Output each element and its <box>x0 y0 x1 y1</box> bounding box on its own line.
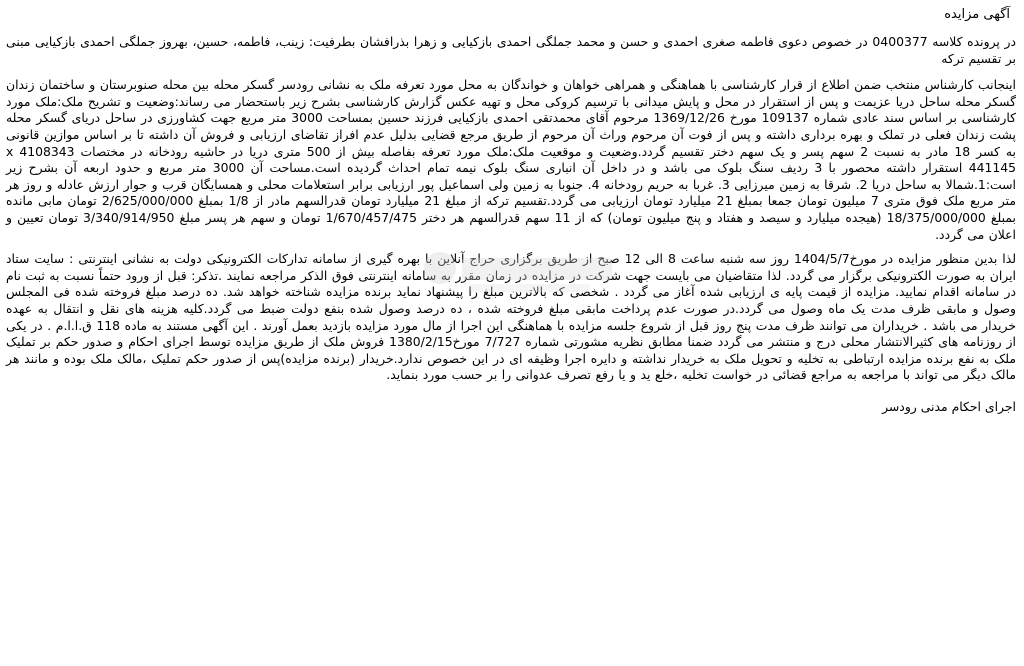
auction-terms-paragraph: لذا بدین منظور مزایده در مورخ1404/5/7 روز سه شنبه ساعت 8 الی 12 صبح از طریق برگزاری حراج آنلاین با بهره گیری از سامانه تدارکات الکترونیکی دولت به نشانی اینترنتی : سایت ستاد ایران به صورت الکترونیکی برگزار می گردد. لذا متقاضیان می بایست جهت شرکت در مزایده در زمان مقرر به سامانه اینترنتی فوق الذکر مراجعه نمایند .تذکر: قبل از ورود حتماً نسبت به ثبت نام در سامانه اقدام نمایید. مزایده از قیمت پایه ی ارزیابی شده آغاز می گردد . شخصی که بالاترین مبلغ را پیشنهاد نماید برنده مزایده شناخته خواهد شد. ده درصد مبلغ فروخته شده فی المجلس وصول و مابقی ظرف مدت یک ماه وصول می گردد.در صورت عدم پرداخت مابقی مبلغ فروخته شده ، ده درصد وصول شده بنفع دولت ضبط می گردد.کلیه هزینه های نقل و انتقال به عهده خریدار می باشد . خریداران می توانند ظرف مدت پنج روز قبل از شروع جلسه مزایده با هماهنگی این اجرا از مال مورد مزایده بازدید بعمل آورند . این آگهی مستند به ماده 118 ق.ا.ا.م . در یکی از روزنامه های کثیرالانتشار محلی درج و منتشر می گردد ضمنا مطابق نظریه مشورتی شماره 7/727 مورخ1380/2/15 فروش ملک از طریق مزایده توسط اجرای احکام و صدور حکم بر تملیک ملک به نفع برنده مزایده ارتباطی به تخلیه و تحویل ملک به خریدار نداشته و دایره اجرا وظیفه ای در این خصوص ندارد.خریدار (برنده مزایده)پس از صدور حکم تملیک ،مالک ملک بوده و مانند هر مالک دیگر می تواند با مراجعه به مراجع قضائی در خواست تخلیه ،خلع ید و یا رفع تصرف عدوانی را بر حسب مورد بنماید. <box>6 251 1016 383</box>
issuing-office: اجرای احکام مدنی رودسر <box>882 398 1016 414</box>
case-paragraph: در پرونده کلاسه 0400377 در خصوص دعوی فاطمه صغری احمدی و حسن و محمد جملگی احمدی بازکیایی و زهرا بذرافشان بطرفیت: زینب، فاطمه، حسین، بهروز جملگی احمدی بازکیایی مبنی بر تقسیم ترکه <box>6 34 1016 66</box>
expert-report-paragraph: اینجانب کارشناس منتخب ضمن اطلاع از قرار کارشناسی با هماهنگی و همراهی خواهان و خواندگان به محل مورد تعرفه ملک به نشانی رودسر گسکر محله بین محله صنوبرستان و ساختمان زندان گسکر محله ساحل دریا عزیمت و پس از استقرار در محل و پایش میدانی با ترسیم کروکی محل و تهیه عکس گزارش کارشناسی بشرح زیر باستحضار می رساند:وضعیت و تشریح ملک:ملک مورد کارشناسی بر اساس سند عادی شماره 109137 مورخ 1369/12/26 مرحوم آقای محمدتقی احمدی بازکیایی فرزند حسین بمساحت 3000 متر مربع جهت کشاورزی در ساحل دریای گسکر محله پشت زندان فعلی در تملک و بهره برداری داشته و پس از فوت آن مرحوم وراث آن مرحوم از طریق مرجع قضایی بدلیل عدم افراز تقاضای ارزیابی و فروش آن داشته تا بر اساس موازین قانونی به کسر 18 مادر به نسبت 2 سهم پسر و یک سهم دختر تقسیم گردد.وضعیت و موقعیت ملک:ملک مورد تعرفه بفاصله بیش از 500 متری دریا در حاشیه رودخانه در مختصات 4108343 x 441145 استقرار داشته محصور با 3 ردیف سنگ بلوک می باشد و در داخل آن انباری سنگ بلوک نیمه تمام احداث گردیده است.مساحت آن 3000 متر مربع و حدود اربعه آن بشرح زیر است:1.شمالا به ساحل دریا 2. شرقا به زمین میرزایی 3. غربا به حریم رودخانه 4. جنوبا به زمین ولی اسماعیل پور ارزیابی برابر استعلامات محلی و همسایگان قرب و جوار ارزش عادله و روز هر متر مربع ملک فوق متری 7 میلیون تومان جمعا بمبلغ 21 میلیارد تومان ارزیابی می گردد.تقسیم ترکه از مبلغ 21 میلیارد تومان قدرالسهم مادر از 1/8 بمبلغ 2/625/000/000 تومان مابی مانده بمبلغ 18/375/000/000 (هیجده میلیارد و سیصد و هفتاد و پنج میلیون تومان) که از 11 سهم قدرالسهم هر دختر 1/670/457/475 تومان و سهم هر پسر مبلغ 3/340/914/950 تومان تعیین و اعلان می گردد. <box>6 77 1016 242</box>
page-title: آگهی مزایده <box>944 7 1010 22</box>
